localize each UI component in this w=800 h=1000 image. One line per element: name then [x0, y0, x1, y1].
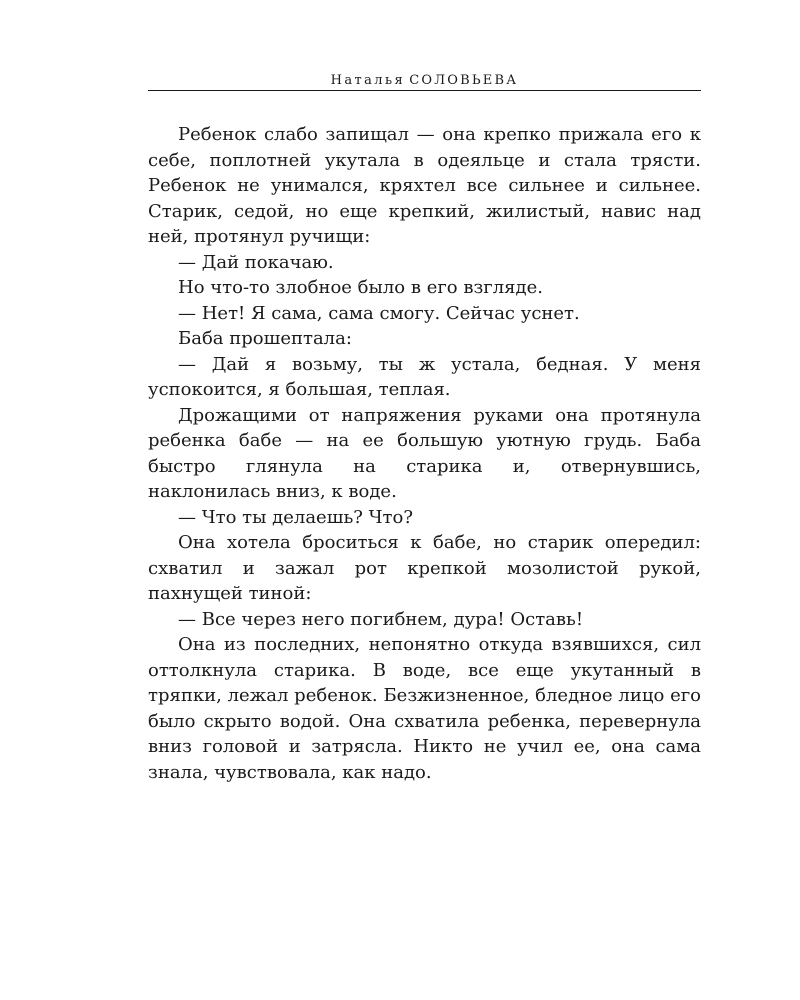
- paragraph: Но что-то злобное было в его взгляде.: [178, 277, 543, 298]
- paragraph: — Все через него погибнем, дура! Оставь!: [178, 608, 584, 630]
- author-last-name: СОЛОВЬЕВА: [409, 73, 519, 88]
- paragraph: Дрожащими от напряжения руками она протянула ребенка бабе — на ее большую уютную грудь. Баба быстро глянула на старика и, отвернувшись, наклонилась вниз, к воде.: [148, 404, 701, 502]
- paragraph: — Что ты делаешь? Что?: [178, 506, 413, 528]
- paragraph: Она из последних, непонятно откуда взявшихся, сил оттолкнула старика. В воде, все еще укутанный в тряпки, лежал ребенок. Безжизненное, бледное лицо его было скрыто водой. Она схватила ребенка, перевернула вниз головой и затрясла. Никто не учил ее, она сама знала, чувствовала, как надо.: [148, 634, 701, 783]
- running-head: [148, 72, 701, 90]
- author-first-name: Наталья: [330, 73, 406, 88]
- paragraph: — Дай я возьму, ты ж устала, бедная. У меня успокоится, я большая, теплая.: [148, 353, 701, 400]
- paragraph: — Нет! Я сама, сама смогу. Сейчас уснет.: [178, 302, 580, 324]
- header-rule: [148, 90, 701, 91]
- paragraph: — Дай покачаю.: [178, 251, 334, 273]
- paragraph: Баба прошептала:: [178, 328, 352, 349]
- paragraph: Ребенок слабо запищал — она крепко прижала его к себе, поплотней укутала в одеяльце и стала трясти. Ребенок не унимался, кряхтел все сильнее и сильнее. Старик, седой, но еще крепкий, жилистый, навис над ней, протянул ручищи:: [148, 124, 701, 247]
- paragraph: Она хотела броситься к бабе, но старик опередил: схватил и зажал рот крепкой мозолистой рукой, пахнущей тиной:: [148, 532, 701, 604]
- body-text: [148, 122, 701, 785]
